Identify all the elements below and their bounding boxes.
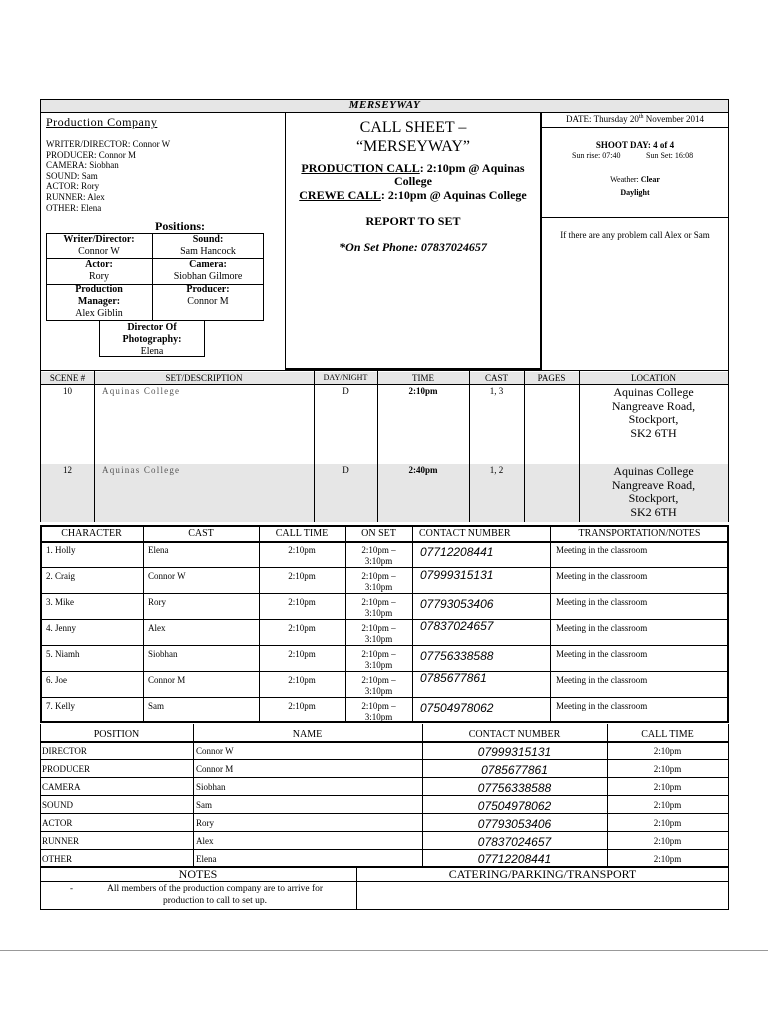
- cast-character: 7. Kelly: [46, 701, 75, 711]
- pos-label: Writer/Director:: [63, 234, 135, 245]
- cast-character: 2. Craig: [46, 571, 75, 581]
- cast-on-set: [345, 623, 412, 644]
- crewe-call-value: : 2:10pm @ Aquinas College: [380, 188, 527, 202]
- crew-position: CAMERA: [42, 782, 81, 792]
- on-set-line: 3:10pm: [364, 633, 393, 644]
- on-set-line: 3:10pm: [364, 685, 393, 696]
- on-set-line: 2:10pm –: [361, 701, 396, 711]
- note-line: All members of the production company are to arrive for: [106, 884, 324, 894]
- cast-header-on-set: ON SET: [361, 528, 396, 539]
- cast-name: Elena: [148, 545, 169, 555]
- crew-position: OTHER: [42, 854, 72, 864]
- cast-call-time: 2:10pm: [288, 623, 316, 633]
- crew-header-contact: CONTACT NUMBER: [468, 729, 561, 740]
- cast-character: 4. Jenny: [46, 623, 76, 633]
- location-line: SK2 6TH: [630, 504, 677, 519]
- date-sup: th: [638, 114, 644, 120]
- location-line: Nangreave Road,: [611, 477, 696, 492]
- crew-position: SOUND: [42, 800, 74, 810]
- crew-call-time: 2:10pm: [653, 800, 682, 810]
- crew-name: Rory: [196, 818, 214, 828]
- cast-header-contact: CONTACT NUMBER: [419, 528, 511, 539]
- pos-name: Connor M: [187, 296, 229, 307]
- scene-number: 10: [63, 386, 72, 396]
- cast-on-set: [345, 597, 412, 618]
- crew-contact: 0785677861: [481, 763, 548, 777]
- weather-value2: Daylight: [620, 188, 650, 197]
- crew-contact: 07712208441: [477, 852, 552, 866]
- on-set-line: 3:10pm: [364, 607, 393, 618]
- cast-call-time: 2:10pm: [288, 701, 316, 711]
- cast-name: Connor W: [148, 571, 186, 581]
- crew-summary-line: RUNNER: Alex: [46, 191, 105, 202]
- pos-name: Rory: [89, 271, 109, 282]
- weather-value: Clear: [640, 175, 660, 184]
- on-set-line: 2:10pm –: [361, 545, 396, 555]
- positions-heading: Positions:: [154, 219, 205, 233]
- pos-label: Manager:: [77, 296, 121, 307]
- crew-summary-line: WRITER/DIRECTOR: Connor W: [46, 139, 171, 149]
- scenes-header-pages: PAGES: [537, 373, 566, 383]
- cast-header-cast: CAST: [188, 528, 214, 539]
- pos-label: Actor:: [85, 259, 113, 270]
- scene-number: 12: [63, 465, 72, 475]
- production-call-venue: College: [394, 174, 432, 188]
- catering-header: CATERING/PARKING/TRANSPORT: [448, 867, 637, 881]
- cast-character: 3. Mike: [46, 597, 74, 607]
- location-line: Stockport,: [628, 491, 679, 505]
- pos-camera: [152, 259, 264, 283]
- pos-name: Elena: [140, 346, 164, 357]
- cast-notes: Meeting in the classroom: [556, 649, 648, 659]
- on-set-line: 3:10pm: [364, 711, 393, 722]
- pos-label: Production: [75, 284, 123, 295]
- page-title: MERSEYWAY: [348, 99, 421, 111]
- notes-header: NOTES: [178, 867, 218, 881]
- scenes-header-daynight: DAY/NIGHT: [323, 373, 368, 382]
- note-text: [80, 883, 350, 907]
- cast-on-set: [345, 571, 412, 592]
- location-line: Aquinas College: [613, 464, 694, 478]
- crew-call-time: 2:10pm: [653, 746, 682, 756]
- on-set-line: 2:10pm –: [361, 675, 396, 685]
- cast-contact: 07837024657: [420, 619, 494, 633]
- crew-position: RUNNER: [42, 836, 80, 846]
- cast-call-time: 2:10pm: [288, 545, 316, 555]
- pos-label: Producer:: [186, 284, 230, 295]
- date-prefix: DATE: Thursday 20: [566, 114, 639, 124]
- pos-writer-director: [46, 234, 152, 258]
- crew-call-time: 2:10pm: [653, 818, 682, 828]
- crew-header-position: POSITION: [93, 729, 140, 740]
- shoot-day: SHOOT DAY: 4 of 4: [595, 140, 675, 150]
- crew-summary-line: PRODUCER: Connor M: [46, 149, 137, 160]
- cast-contact: 07712208441: [420, 545, 494, 559]
- pos-label: Photography:: [122, 334, 182, 345]
- pos-name: Siobhan Gilmore: [173, 271, 243, 282]
- location-line: Aquinas College: [613, 385, 694, 399]
- on-set-line: 3:10pm: [364, 659, 393, 670]
- cast-name: Sam: [148, 701, 165, 711]
- on-set-line: 2:10pm –: [361, 597, 396, 607]
- call-sheet-title: CALL SHEET –: [359, 119, 467, 136]
- crew-position: DIRECTOR: [42, 746, 87, 756]
- cast-header-notes: TRANSPORTATION/NOTES: [578, 528, 701, 539]
- date-suffix: November 2014: [643, 114, 704, 124]
- crew-summary: [46, 139, 170, 213]
- crewe-call: [287, 188, 539, 202]
- cast-call-time: 2:10pm: [288, 649, 316, 659]
- pos-label: Director Of: [127, 322, 177, 333]
- pos-name: Connor W: [78, 246, 120, 257]
- crew-contact: 07999315131: [477, 745, 552, 759]
- scene-location: [579, 465, 728, 519]
- crew-name: Connor W: [196, 746, 234, 756]
- cast-contact: 07793053406: [420, 597, 494, 611]
- cast-contact: 0785677861: [420, 671, 487, 685]
- crew-name: Connor M: [196, 764, 234, 774]
- cast-contact: 07756338588: [420, 649, 494, 663]
- cast-contact: 07504978062: [420, 701, 494, 715]
- scenes-header-location: LOCATION: [631, 373, 676, 383]
- pos-producer: [152, 284, 264, 308]
- problem-note: If there are any problem call Alex or Sam: [560, 230, 710, 240]
- cast-name: Siobhan: [148, 649, 178, 659]
- pos-actor: [46, 259, 152, 283]
- crew-summary-line: ACTOR: Rory: [46, 181, 100, 192]
- cast-notes: Meeting in the classroom: [556, 701, 648, 711]
- cast-notes: Meeting in the classroom: [556, 545, 648, 555]
- location-line: SK2 6TH: [630, 425, 677, 440]
- call-sheet-center: [287, 118, 539, 254]
- location-line: Stockport,: [628, 412, 679, 426]
- crew-header-call-time: CALL TIME: [641, 729, 694, 740]
- on-set-phone: *On Set Phone: 07837024657: [339, 240, 487, 254]
- crew-summary-line: SOUND: Sam: [46, 170, 98, 181]
- scene-time: 2:40pm: [408, 465, 438, 475]
- production-call-value: : 2:10pm @ Aquinas: [419, 161, 525, 175]
- sun-set: Sun Set: 16:08: [646, 151, 694, 160]
- cast-character: 6. Joe: [46, 675, 67, 685]
- cast-on-set: [345, 675, 412, 696]
- cast-on-set: [345, 701, 412, 722]
- crew-name: Sam: [196, 800, 213, 810]
- crew-name: Siobhan: [196, 782, 226, 792]
- crew-call-time: 2:10pm: [653, 764, 682, 774]
- pos-name: Sam Hancock: [180, 246, 236, 257]
- cast-on-set: [345, 649, 412, 670]
- cast-name: Rory: [148, 597, 166, 607]
- cast-call-time: 2:10pm: [288, 571, 316, 581]
- cast-header-character: CHARACTER: [61, 528, 122, 539]
- scene-time: 2:10pm: [408, 386, 438, 396]
- on-set-line: 3:10pm: [364, 581, 393, 592]
- cast-on-set: [345, 545, 412, 566]
- scene-location: [579, 386, 728, 440]
- pos-label: Camera:: [189, 259, 227, 270]
- cast-character: 5. Niamh: [46, 649, 80, 659]
- date-line: [545, 114, 725, 124]
- location-line: Nangreave Road,: [611, 398, 696, 413]
- weather-prefix: Weather:: [610, 175, 641, 184]
- cast-call-time: 2:10pm: [288, 675, 316, 685]
- on-set-line: 3:10pm: [364, 555, 393, 566]
- scene-daynight: D: [342, 465, 349, 475]
- crew-name: Alex: [196, 836, 214, 846]
- sun-rise: Sun rise: 07:40: [572, 151, 621, 160]
- cast-contact: 07999315131: [420, 568, 494, 582]
- crew-contact: 07504978062: [477, 799, 552, 813]
- note-line: production to call to set up.: [163, 896, 267, 906]
- scenes-header-scene: SCENE #: [49, 373, 86, 383]
- pos-dop: [99, 320, 205, 357]
- crew-call-time: 2:10pm: [653, 854, 682, 864]
- on-set-line: 2:10pm –: [361, 649, 396, 659]
- scene-set: Aquinas College: [102, 386, 181, 396]
- cast-notes: Meeting in the classroom: [556, 597, 648, 607]
- on-set-line: 2:10pm –: [361, 571, 396, 581]
- crew-summary-line: CAMERA: Siobhan: [46, 160, 119, 171]
- crew-name: Elena: [196, 854, 217, 864]
- production-company-label: Production Company: [46, 115, 158, 129]
- cast-notes: Meeting in the classroom: [556, 623, 648, 633]
- scenes-header-cast: CAST: [484, 373, 508, 383]
- cast-character: 1. Holly: [46, 545, 76, 555]
- scene-set: Aquinas College: [102, 465, 181, 475]
- cast-notes: Meeting in the classroom: [556, 675, 648, 685]
- crew-header-name: NAME: [292, 729, 323, 740]
- report-to-set: REPORT TO SET: [365, 214, 461, 228]
- call-sheet-quoted-title: “MERSEYWAY”: [355, 138, 471, 155]
- weather: [600, 173, 670, 199]
- crew-call-time: 2:10pm: [653, 836, 682, 846]
- cast-name: Connor M: [148, 675, 186, 685]
- cast-name: Alex: [148, 623, 166, 633]
- scene-cast: 1, 2: [489, 465, 504, 475]
- pos-name: Alex Giblin: [75, 308, 123, 319]
- crewe-call-label: CREWE CALL: [299, 188, 381, 202]
- scene-daynight: D: [342, 386, 349, 396]
- page-separator: [0, 950, 768, 951]
- cast-notes: Meeting in the classroom: [556, 571, 648, 581]
- cast-header-call-time: CALL TIME: [275, 528, 329, 539]
- crew-position: PRODUCER: [42, 764, 91, 774]
- on-set-line: 2:10pm –: [361, 623, 396, 633]
- crew-summary-line: OTHER: Elena: [46, 202, 102, 213]
- crew-position: ACTOR: [42, 818, 73, 828]
- crew-call-time: 2:10pm: [653, 782, 682, 792]
- scene-cast: 1, 3: [489, 386, 504, 396]
- cast-call-time: 2:10pm: [288, 597, 316, 607]
- crew-contact: 07793053406: [477, 817, 552, 831]
- pos-sound: [152, 234, 264, 258]
- scenes-header-set: SET/DESCRIPTION: [165, 373, 243, 383]
- production-call-label: PRODUCTION CALL: [301, 161, 420, 175]
- pos-label: Sound:: [192, 234, 224, 245]
- scenes-header-time: TIME: [412, 373, 434, 383]
- crew-contact: 07837024657: [477, 835, 552, 849]
- pos-production-manager: [46, 284, 152, 320]
- note-bullet: -: [70, 883, 73, 893]
- crew-contact: 07756338588: [477, 781, 552, 795]
